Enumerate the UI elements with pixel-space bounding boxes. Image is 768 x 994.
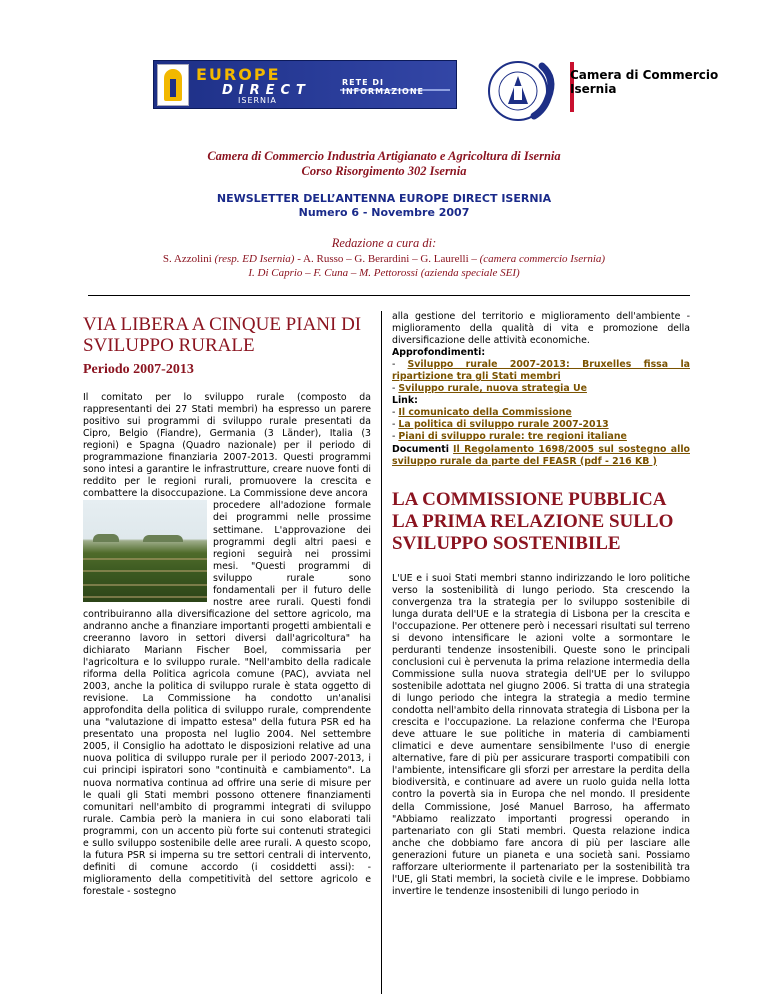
header-divider xyxy=(88,295,690,296)
chamber-heading-line2: Corso Risorgimento 302 Isernia xyxy=(301,164,467,178)
link-piani[interactable]: Piani di sviluppo rurale: tre regioni italiane xyxy=(398,431,627,443)
article1-continued-text: alla gestione del territorio e miglioramento dell'ambiente - miglioramento della qualità di vita e promozione della diversificazione delle attività economiche. xyxy=(392,311,690,347)
documenti-label: Documenti xyxy=(392,443,449,455)
chamber-heading xyxy=(0,149,768,179)
approfondimenti-item-2: - Sviluppo rurale, nuova strategia Ue xyxy=(392,383,587,395)
article1-text-before: Il comitato per lo sviluppo rurale (composto da rappresentanti dei 27 Stati membri) ha espresso un parere positivo sui programmi di sviluppo rurale presentati da Cipro, Belgio (Fiandre), Germania (3 Länder), Italia (3 regioni) e Spagna (Quadro nazionale) per il periodo di programmazione finanziaria 2007-2013. Questi programmi sono intesi a garantire le infrastrutture, creare nuove fonti di reddito per le regioni rurali, promuovere la crescita e combattere la disoccupazione. La Commissione deve ancora xyxy=(83,392,371,500)
banner-direct: DIRECT xyxy=(222,83,311,98)
link-politica[interactable]: La politica di sviluppo rurale 2007-2013 xyxy=(398,419,609,431)
redazione-label: Redazione a cura di: xyxy=(331,236,437,250)
documenti-link[interactable]: Il Regolamento 1698/2005 sul sostegno allo sviluppo rurale da parte del FEASR (pdf - 216 KB ) xyxy=(392,443,690,467)
article1-body xyxy=(83,392,371,898)
right-column xyxy=(392,311,690,898)
approfondimenti-link-2[interactable]: Sviluppo rurale, nuova strategia Ue xyxy=(398,383,587,395)
column-divider xyxy=(381,311,382,994)
article-rural-development xyxy=(83,314,371,898)
newsletter-title: NEWSLETTER DELL’ANTENNA EUROPE DIRECT ISERNIA xyxy=(216,192,552,205)
article2-text: L'UE e i suoi Stati membri stanno indirizzando le loro politiche verso la sostenibilità di lungo periodo. Sta crescendo la convergenza tra la strategia per lo sviluppo sostenibile di lunga durata dell'UE e la strategia di Lisbona per la crescita e l'occupazione. Per ottenere però i necessari risultati sul terreno si devono intensificare le azioni volte a sormontare le perduranti tendenze insostenibili. Queste sono le principali conclusioni cui è pervenuta la prima relazione intermedia della Commissione sulla nuova strategia dell'UE per lo sviluppo sostenibile adottata nel giugno 2006. Si tratta di una strategia di lungo periodo che integra la strategia a medio termine condotta nell'ambito della rinnovata strategia di Lisbona per la crescita e l'occupazione. La relazione conferma che l'Europa deve attuare le sue politiche in materia di cambiamenti climatici e deve aumentare sensibilmente l'uso di energie alternative, fare di più per assicurare trasporti compatibili con l'ambiente, intensificare gli sforzi per arrestare la perdita della biodiversità, e continuare ad avere un ruolo guida nella lotta contro la povertà sia in Europa che nel mondo. Il presidente della Commissione, José Manuel Barroso, ha affermato "Abbiamo realizzato importanti progressi operando in partenariato con gli Stati membri. Questa relazione indica anche che dobbiamo fare ancora di più per lasciare alle generazioni future un pianeta e una società sani. Possiamo rafforzare ulteriormente il partenariato per la sostenibilità tra l'UE, gli Stati membri, la società civile e le imprese. Dobbiamo invertire le tendenze insostenibili di lungo periodo in xyxy=(392,572,690,897)
link-item-3: - Piani di sviluppo rurale: tre regioni italiane xyxy=(392,431,627,443)
newsletter-issue: Numero 6 - Novembre 2007 xyxy=(298,206,470,219)
article1-continued xyxy=(392,311,690,468)
approfondimenti-link-1[interactable]: Sviluppo rurale 2007-2013: Bruxelles fissa la ripartizione tra gli Stati membri xyxy=(392,359,690,383)
approfondimenti-item-1: - Sviluppo rurale 2007-2013: Bruxelles fissa la ripartizione tra gli Stati membri xyxy=(392,359,690,383)
article2-title: LA COMMISSIONE PUBBLICA LA PRIMA RELAZIONE SULLO SVILUPPO SOSTENIBILE xyxy=(392,488,674,554)
editors-line2: I. Di Caprio – F. Cuna – M. Pettorossi (azienda speciale SEI) xyxy=(248,267,520,279)
article2-body xyxy=(392,573,690,898)
europe-direct-banner xyxy=(153,60,457,109)
chamber-heading-line1: Camera di Commercio Industria Artigianato e Agricoltura di Isernia xyxy=(207,149,561,163)
article1-title: VIA LIBERA A CINQUE PIANI DI SVILUPPO RURALE xyxy=(83,314,362,356)
link-item-1: - Il comunicato della Commissione xyxy=(392,407,572,419)
editors-line1: S. Azzolini (resp. ED Isernia) - A. Russo – G. Berardini – G. Laurelli – (camera commercio Isernia) xyxy=(162,253,606,265)
chamber-seal-icon xyxy=(486,58,562,124)
newsletter-heading xyxy=(0,192,768,220)
banner-rete: RETE DI INFORMAZIONE xyxy=(342,78,424,96)
editors xyxy=(0,252,768,280)
banner-europe: EUROPE xyxy=(196,65,281,84)
chamber-logo-name xyxy=(570,68,718,96)
documenti-item xyxy=(392,444,690,468)
farm-field-photo xyxy=(83,500,207,602)
approfondimenti-label: Approfondimenti: xyxy=(392,347,486,359)
link-comunicato[interactable]: Il comunicato della Commissione xyxy=(398,407,572,419)
chamber-name-line2: Isernia xyxy=(570,82,617,96)
banner-city: ISERNIA xyxy=(238,96,277,105)
chamber-name-line1: Camera di Commercio xyxy=(570,68,719,82)
article1-text-wrap: procedere all'adozione formale dei programmi nelle prossime settimane. L'approvazione dei programmi degli altri paesi e regioni seguirà nei prossimi mesi. "Questi programmi di sviluppo rurale sono fondamentali per il futuro delle nostre aree rurali. Questi fondi contribuiranno alla diversificazione del settore agricolo, ma andranno anche a finanziare importanti progetti ambientali e creeranno lavoro in settori diversi dall'agricoltura" ha dichiarato Mariann Fischer Boel, commissaria per l'agricoltura e lo sviluppo rurale. "Nell'ambito della radicale riforma della Politica agricola comune (PAC), avviata nel 2003, anche la politica di sviluppo rurale è stata oggetto di revisione. La Commissione ha condotto un'analisi approfondita della politica di sviluppo rurale, comprendente una "valutazione di impatto estesa" della futura PSR ed ha presentato una proposta nel luglio 2004. Nel settembre 2005, il Consiglio ha adottato le disposizioni relative ad una nuova politica di sviluppo rurale per il periodo 2007-2013, i cui principi ispiratori sono "continuità e cambiamento". La nuova normativa continua ad offrire una serie di misure per le quali gli Stati membri possono ottenere finanziamenti comunitari nell'ambito di programmi integrati di sviluppo rurale. Cambia però la maniera in cui sono elaborati tali programmi, con un accento più forte sui contenuti strategici e sullo sviluppo sostenibile delle aree rurali. A questo scopo, la futura PSR si imperna su tre settori centrali di intervento, definiti di comune accordo (i cosiddetti assi): - miglioramento della competitività del settore agricolo e forestale - sostegno xyxy=(83,500,371,897)
article1-subtitle: Periodo 2007-2013 xyxy=(83,362,194,377)
link-item-2: - La politica di sviluppo rurale 2007-2013 xyxy=(392,419,609,431)
link-label: Link: xyxy=(392,395,418,407)
info-i-icon xyxy=(157,64,189,106)
